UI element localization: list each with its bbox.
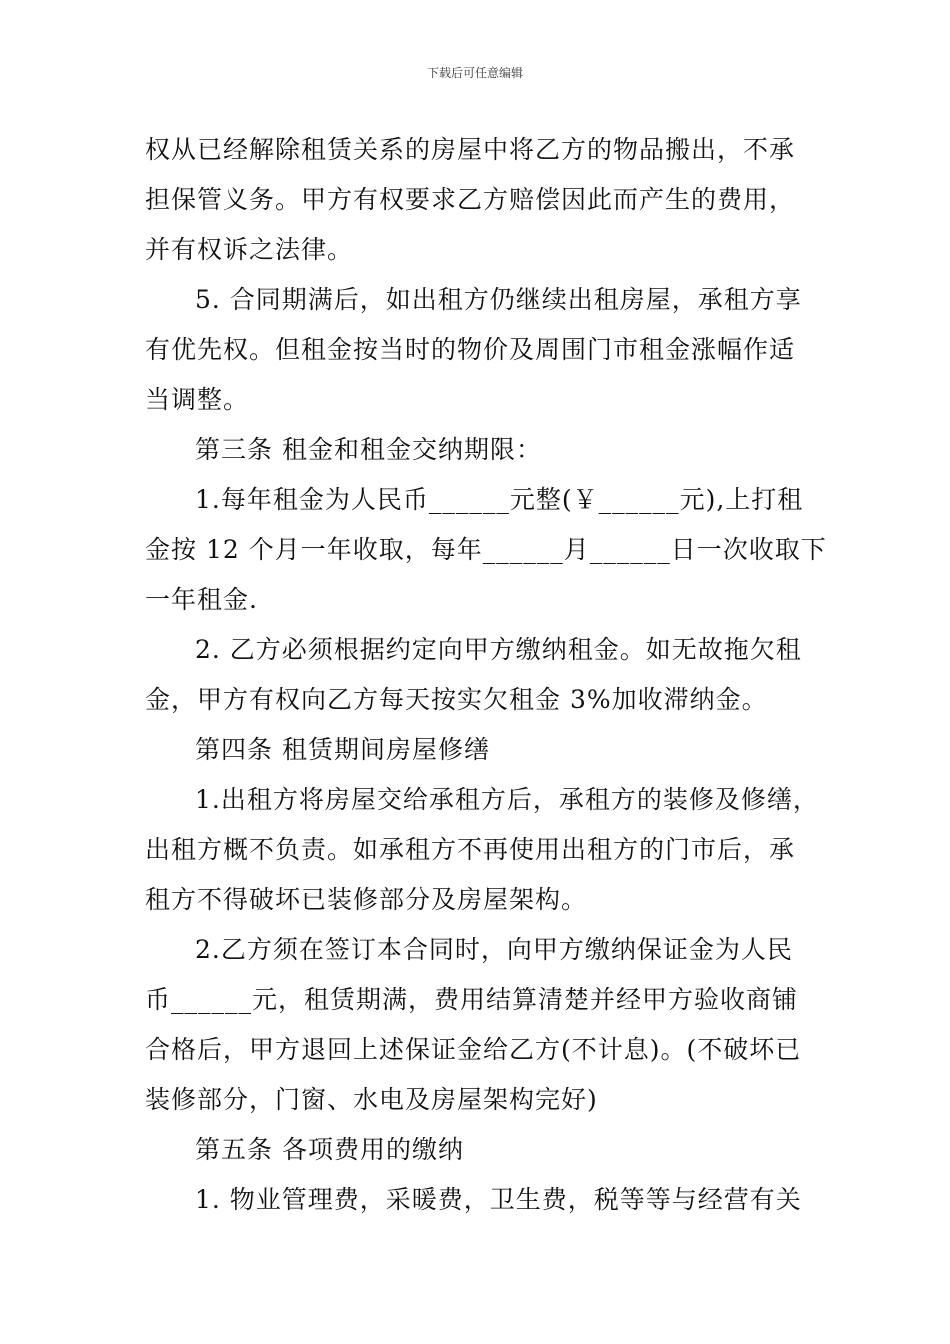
section-heading	[145, 425, 810, 475]
section-heading	[145, 1125, 810, 1175]
text-line: 权从已经解除租赁关系的房屋中将乙方的物品搬出，不承	[145, 135, 796, 164]
text-line: 合格后，甲方退回上述保证金给乙方(不计息)。(不破坏已	[145, 1035, 802, 1064]
text-line: 第四条 租赁期间房屋修缮	[195, 735, 490, 764]
text-line: 当调整。	[145, 385, 250, 414]
text-line: 2.乙方须在签订本合同时，向甲方缴纳保证金为人民	[195, 935, 793, 964]
page-header: 下载后可任意编辑	[426, 66, 523, 80]
text-line: 5. 合同期满后，如出租方仍继续出租房屋，承租方享	[195, 285, 802, 314]
text-line: 2. 乙方必须根据约定向甲方缴纳租金。如无故拖欠租	[195, 635, 802, 664]
paragraph	[145, 925, 810, 1125]
paragraph	[145, 475, 827, 625]
paragraph	[145, 1175, 810, 1225]
text-line: 出租方概不负责。如承租方不再使用出租方的门市后，承	[145, 835, 796, 864]
paragraph	[145, 625, 810, 725]
text-line: 1.每年租金为人民币______元整(￥______元),上打租	[195, 485, 804, 514]
text-line: 租方不得破坏已装修部分及房屋架构。	[145, 885, 588, 914]
text-line: 装修部分，门窗、水电及房屋架构完好)	[145, 1085, 598, 1114]
text-line: 第五条 各项费用的缴纳	[195, 1135, 464, 1164]
text-line: 1. 物业管理费，采暖费，卫生费，税等等与经营有关	[195, 1185, 802, 1214]
paragraph	[145, 125, 810, 275]
text-line: 第三条 租金和租金交纳期限：	[195, 435, 542, 464]
paragraph	[145, 775, 819, 925]
text-line: 担保管义务。甲方有权要求乙方赔偿因此而产生的费用，	[145, 185, 796, 214]
section-heading	[145, 725, 810, 775]
text-line: 一年租金.	[145, 585, 258, 614]
text-line: 金，甲方有权向乙方每天按实欠租金 3%加收滞纳金。	[145, 685, 768, 714]
text-line: 1.出租方将房屋交给承租方后，承租方的装修及修缮，	[195, 785, 819, 814]
document-body	[145, 125, 827, 1225]
text-line: 并有权诉之法律。	[145, 235, 354, 264]
paragraph	[145, 275, 810, 425]
text-line: 有优先权。但租金按当时的物价及周围门市租金涨幅作适	[145, 335, 796, 364]
text-line: 币______元，租赁期满，费用结算清楚并经甲方验收商铺	[145, 985, 799, 1014]
text-line: 金按 12 个月一年收取，每年______月______日一次收取下	[145, 535, 827, 564]
